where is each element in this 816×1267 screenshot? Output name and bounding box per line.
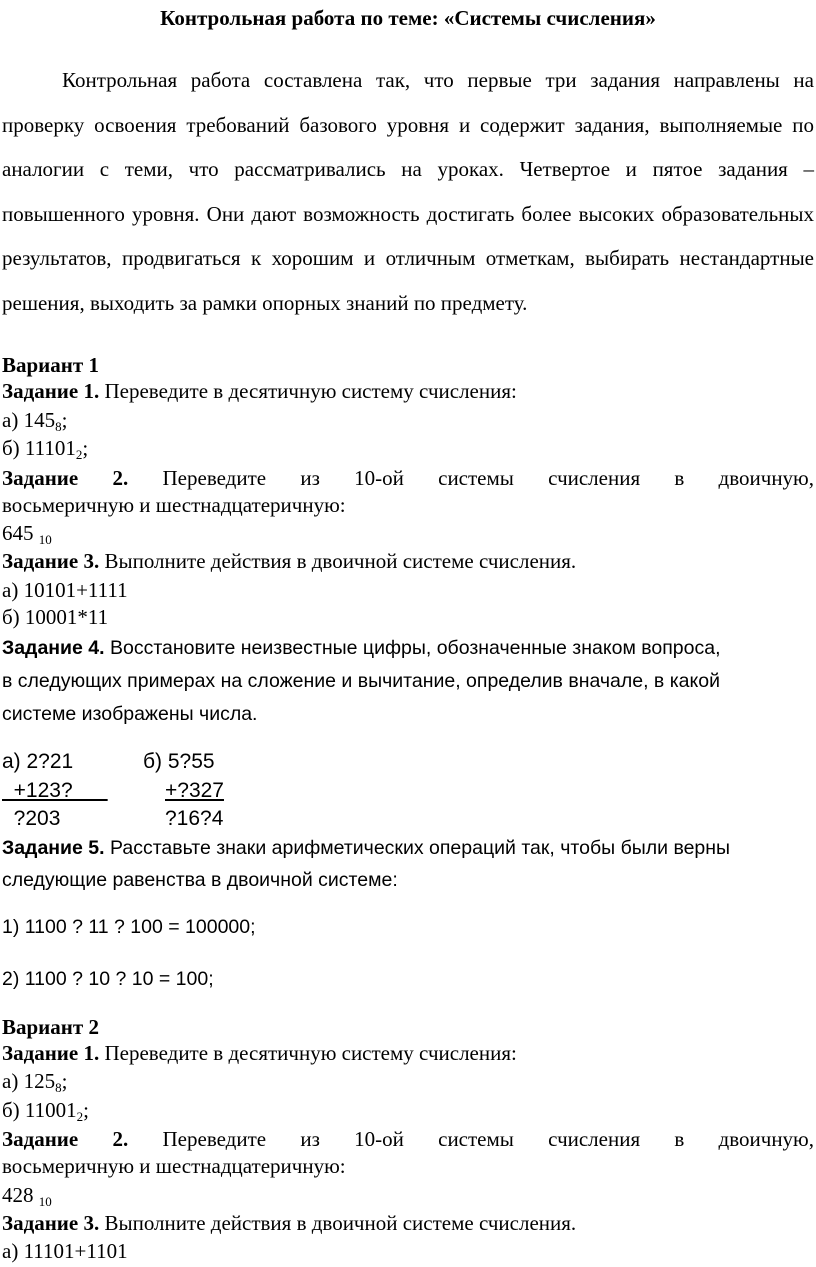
v1-task3-a: а) 10101+1111: [2, 578, 128, 602]
number: а) 125: [2, 1069, 56, 1093]
number: б) 11101: [2, 436, 76, 460]
v1-task5-eq2: 2) 1100 ? 10 ? 10 = 100;: [2, 968, 214, 990]
task-label: Задание 4.: [2, 637, 105, 659]
v1-task4-line2: в следующих примерах на сложение и вычитание, определив вначале, в какой: [2, 670, 721, 692]
v1-task3: [2, 548, 576, 574]
base-subscript: 2: [76, 1109, 84, 1124]
task-text: Переведите из 10-ой системы счисления в двоичную,: [128, 1127, 814, 1151]
v1-task4-a-line3: ?203: [2, 807, 61, 830]
number: 645: [2, 521, 34, 545]
v1-task4-a-line2: +123?: [2, 779, 108, 802]
task-label: Задание 3.: [2, 1211, 100, 1235]
v2-task2-line1: [2, 1126, 814, 1152]
task-text: Расставьте знаки арифметических операций так, чтобы были верны: [104, 837, 731, 859]
task-text: Переведите из 10-ой системы счисления в двоичную,: [128, 466, 814, 490]
v1-task5-eq1: 1) 1100 ? 11 ? 100 = 100000;: [2, 916, 256, 938]
v1-task2-number: [2, 520, 52, 546]
v2-task2-number: [2, 1182, 52, 1208]
v1-task4-line3: системе изображены числа.: [2, 703, 258, 725]
base-subscript: 10: [38, 1194, 52, 1209]
task-label: Задание 5.: [2, 837, 105, 859]
v1-task4-b-line1: б) 5?55: [143, 750, 215, 773]
v1-task5-line2: следующие равенства в двоичной системе:: [2, 869, 398, 891]
task-text: Выполните действия в двоичной системе счисления.: [99, 1211, 577, 1235]
v1-task1: [2, 378, 517, 404]
task-label: Задание 1.: [2, 379, 100, 403]
v1-task2-line2: восьмеричную и шестнадцатеричную:: [2, 493, 346, 517]
task-text: Переведите в десятичную систему счисления:: [99, 1041, 517, 1065]
base-subscript: 8: [55, 1080, 62, 1095]
punctuation: ;: [82, 436, 89, 460]
base-subscript: 8: [55, 419, 62, 434]
task-text: Восстановите неизвестные цифры, обозначенные знаком вопроса,: [104, 637, 721, 659]
v2-task1-b: [2, 1097, 89, 1123]
v1-task4-a-line1: а) 2?21: [2, 750, 74, 773]
v2-task3: [2, 1210, 576, 1236]
task-text: Выполните действия в двоичной системе счисления.: [99, 549, 577, 573]
punctuation: ;: [61, 408, 68, 432]
v2-task2-line2: восьмеричную и шестнадцатеричную:: [2, 1154, 346, 1178]
number: 428: [2, 1183, 34, 1207]
task-text: Переведите в десятичную систему счисления:: [99, 379, 517, 403]
base-subscript: 2: [75, 447, 83, 462]
v1-task3-b: б) 10001*11: [2, 605, 109, 629]
document-title: Контрольная работа по теме: «Системы счисления»: [160, 6, 656, 30]
number: б) 11001: [2, 1098, 77, 1122]
v1-task1-a: [2, 407, 67, 433]
task-label: Задание 1.: [2, 1041, 100, 1065]
v1-task4-b-line3: ?16?4: [165, 807, 224, 830]
task-label: Задание 2.: [2, 466, 129, 490]
number: а) 145: [2, 408, 56, 432]
v1-task5-line1: [2, 835, 730, 861]
intro-paragraph: Контрольная работа составлена так, что первые три задания направлены на проверку освоения требований базового уровня и содержит задания, выполняемые по аналогии с теми, что рассматривались на уроках. Четвертое и пятое задания – повышенного уровня. Они дают возможность достигать более высоких образовательных результатов, продвигаться к хорошим и отличным отметкам, выбирать нестандартные решения, выходить за рамки опорных знаний по предмету.: [2, 68, 814, 315]
v1-task4-b-line2: +?327: [165, 779, 224, 802]
v1-task2-line1: [2, 465, 814, 491]
v1-task4-line1: [2, 635, 721, 661]
punctuation: ;: [83, 1098, 89, 1122]
v2-task1-a: [2, 1068, 67, 1094]
base-subscript: 10: [38, 532, 52, 547]
task-label: Задание 2.: [2, 1127, 129, 1151]
punctuation: ;: [61, 1069, 68, 1093]
v1-task1-b: [2, 435, 88, 461]
task-label: Задание 3.: [2, 549, 100, 573]
variant-1-heading: Вариант 1: [2, 353, 99, 377]
v2-task3-a: а) 11101+1101: [2, 1239, 128, 1263]
v2-task1: [2, 1040, 517, 1066]
variant-2-heading: Вариант 2: [2, 1015, 99, 1039]
